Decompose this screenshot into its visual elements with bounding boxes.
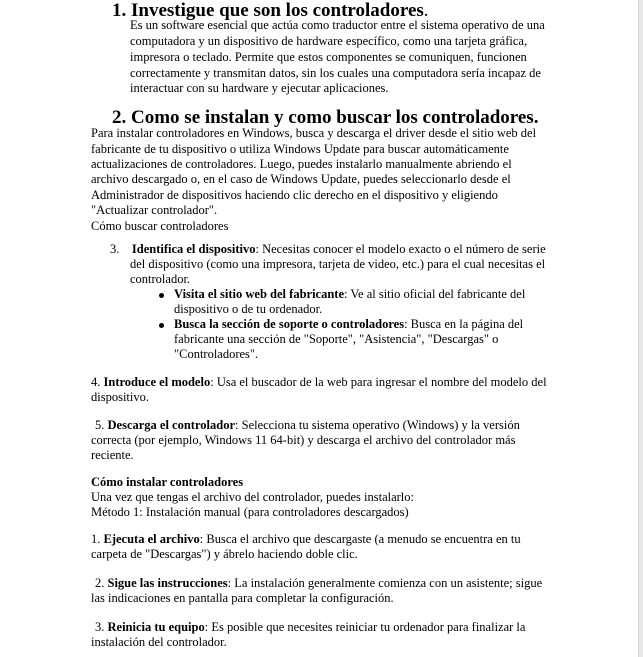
section-2-number: 2. (112, 107, 127, 128)
install-step-1-line (91, 532, 521, 548)
install-step-1-number: 1. (91, 532, 101, 546)
bullet-marker (159, 323, 164, 328)
section-1-line: interactuar con su hardware y ejecutar aplicaciones. (130, 81, 389, 95)
bullet-1-rest: : Ve al sitio oficial del fabricante del (344, 287, 526, 301)
bullet-marker (159, 293, 164, 298)
bullet-2-line: "Controladores". (174, 347, 259, 361)
step-4-rest: : Usa el buscador de la web para ingresar el nombre del modelo del (210, 375, 547, 389)
step-3-bold: Identifica el dispositivo (131, 242, 256, 256)
install-step-1-bold: Ejecuta el archivo (103, 532, 200, 546)
install-step-3-line: instalación del controlador. (91, 635, 227, 649)
step-5-number: 5. (95, 418, 105, 432)
install-step-2-bold: Sigue las instrucciones (107, 576, 228, 590)
section-2-line: "Actualizar controlador". (91, 203, 218, 217)
section-1-title-period: . (423, 0, 429, 21)
bullet-2-rest: : Busca en la página del (404, 317, 524, 331)
step-5-line: reciente. (91, 448, 134, 462)
step-4-line: dispositivo. (91, 390, 149, 404)
section-2-line: archivo descargado o, en el caso de Windows Update, puedes seleccionarlo desde el (91, 172, 511, 186)
install-step-3-bold: Reinicia tu equipo (107, 620, 205, 634)
install-step-2-line: las indicaciones en pantalla para completar la configuración. (91, 591, 394, 605)
install-step-2-line (95, 576, 542, 592)
bullet-2-line (174, 317, 523, 333)
install-step-3-line (95, 620, 525, 636)
section-2-title: Como se instalan y como buscar los controladores. (131, 107, 539, 128)
window-right-edge (638, 0, 643, 657)
bullet-2-line: fabricante una sección de "Soporte", "Asistencia", "Descargas" o (174, 332, 499, 346)
section-1-line: Es un software esencial que actúa como traductor entre el sistema operativo de una (130, 18, 545, 32)
bullet-1-line (174, 287, 525, 303)
section-2-heading (112, 108, 538, 128)
step-3-line: del dispositivo (como una impresora, tarjeta de video, etc.) para el cual necesitas el (130, 257, 546, 271)
install-heading: Cómo instalar controladores (91, 475, 244, 489)
step-3-number: 3. (110, 242, 120, 256)
section-1-line: computadora y un dispositivo de hardware específico, como una tarjeta gráfica, (130, 34, 528, 48)
section-2-line: fabricante de tu dispositivo o utiliza Windows Update para buscar automáticamente (91, 142, 509, 156)
section-2-line: actualizaciones de controladores. Luego, puedes instalarlo manualmente abriendo el (91, 157, 512, 171)
section-1-line: correctamente y transmitan datos, sin los cuales una computadora sería incapaz de (130, 66, 541, 80)
install-step-1-rest: : Busca el archivo que descargaste (a menudo se encuentra en tu (199, 532, 521, 546)
step-5-line: correcta (por ejemplo, Windows 11 64-bit) y descarga el archivo del controlador más (91, 433, 516, 447)
step-5-rest: : Selecciona tu sistema operativo (Windows) y la versión (235, 418, 520, 432)
install-step-3-number: 3. (95, 620, 105, 634)
bullet-2-bold: Busca la sección de soporte o controladores (174, 317, 405, 331)
step-4-line (91, 375, 547, 391)
section-2-subheading: Cómo buscar controladores (91, 219, 229, 233)
step-5-bold: Descarga el controlador (107, 418, 236, 432)
step-3-line: controlador. (130, 272, 191, 286)
install-intro: Una vez que tengas el archivo del controlador, puedes instalarlo: (91, 490, 414, 504)
install-step-3-rest: : Es posible que necesites reiniciar tu ordenador para finalizar la (204, 620, 526, 634)
step-3-rest: : Necesitas conocer el modelo exacto o el número de serie (255, 242, 546, 256)
section-1-title: Investigue que son los controladores (131, 0, 424, 21)
install-method: Método 1: Instalación manual (para controladores descargados) (91, 505, 409, 519)
install-step-2-rest: : La instalación generalmente comienza con un asistente; sigue (227, 576, 543, 590)
step-4-bold: Introduce el modelo (103, 375, 211, 389)
install-step-2-number: 2. (95, 576, 105, 590)
install-step-1-line: carpeta de "Descargas") y ábrelo haciendo doble clic. (91, 547, 358, 561)
section-1-number: 1. (112, 0, 127, 21)
section-2-line: Administrador de dispositivos haciendo clic derecho en el dispositivo y eligiendo (91, 188, 498, 202)
bullet-1-line: dispositivo o de tu ordenador. (174, 302, 323, 316)
section-2-line: Para instalar controladores en Windows, busca y descarga el driver desde el sitio web del (91, 126, 537, 140)
step-3-line (110, 242, 546, 258)
step-5-line (95, 418, 520, 434)
bullet-1-bold: Visita el sitio web del fabricante (174, 287, 345, 301)
section-1-line: impresora o teclado. Permite que estos componentes se comuniquen, funcionen (130, 50, 527, 64)
step-4-number: 4. (91, 375, 101, 389)
